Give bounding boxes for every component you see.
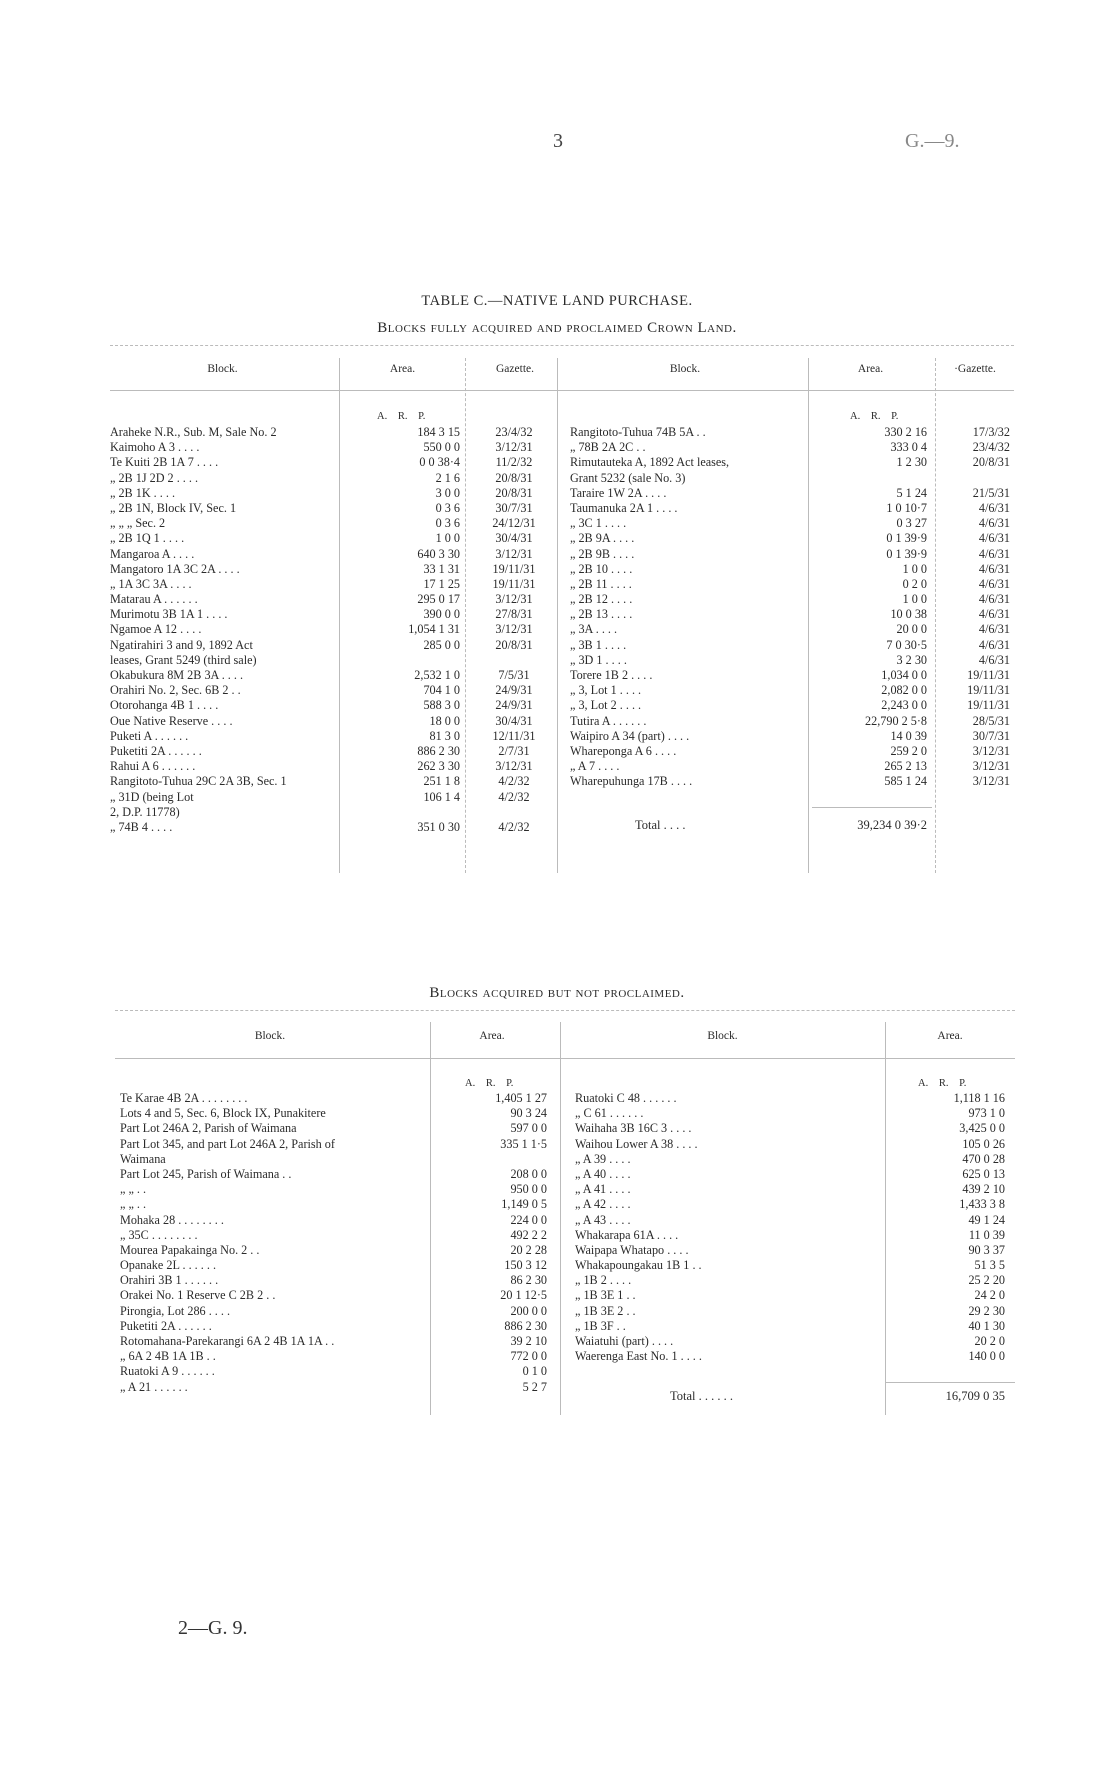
table-cell-area: 2 1 6	[435, 470, 460, 485]
table-cell-area: 90 3 37	[968, 1242, 1005, 1257]
table-cell-area: 140 0 0	[968, 1349, 1005, 1364]
table-cell-gazette: 30/7/31	[972, 728, 1010, 743]
table-cell-block: Waihaha 3B 16C 3 . . . .	[575, 1121, 692, 1136]
table-cell-area: 333 0 4	[890, 440, 927, 455]
table-cell-area: 1 2 30	[896, 455, 927, 470]
col-block-right-2: Block.	[707, 1030, 738, 1042]
table-cell-area: 1 0 0	[435, 531, 460, 546]
table-cell-gazette: 4/6/31	[978, 652, 1010, 667]
table-cell-block: „ 2B 1N, Block IV, Sec. 1	[110, 500, 237, 515]
series-code: G.—9.	[905, 130, 960, 152]
table-cell-area: 588 3 0	[423, 698, 460, 713]
table-cell-block: Te Kuiti 2B 1A 7 . . . .	[110, 455, 219, 470]
table-cell-gazette: 3/12/31	[495, 622, 533, 637]
table-cell-area: 0 1 39·9	[886, 531, 927, 546]
table-cell-area: 1 0 10·7	[886, 500, 927, 515]
table-cell-block: Te Karae 4B 2A . . . . . . . .	[120, 1091, 248, 1105]
table-cell-area: 25 2 20	[968, 1273, 1005, 1288]
table-cell-area	[812, 471, 927, 486]
table-cell-area: 20 0 0	[896, 622, 927, 637]
table-cell-area: 886 2 30	[417, 743, 460, 758]
col-area-left: Area.	[389, 363, 416, 375]
table-cell-block: Mourea Papakainga No. 2 . .	[120, 1242, 260, 1257]
table2-total-label: Total . . . . . .	[670, 1389, 734, 1403]
table-cell-block: Ngamoe A 12 . . . .	[110, 622, 202, 637]
table-cell-block: „ 74B 4 . . . .	[110, 819, 173, 834]
table-cell-area	[435, 1152, 547, 1167]
table-cell-block: Taumanuka 2A 1 . . . .	[570, 500, 678, 515]
table-cell-area: 40 1 30	[968, 1318, 1005, 1333]
table-cell-gazette: 20/8/31	[495, 637, 533, 652]
table-cell-area: 640 3 30	[417, 546, 460, 561]
table-cell-block: Oue Native Reserve . . . .	[110, 713, 233, 728]
total-rule	[812, 807, 932, 808]
table-cell-block: „ 3D 1 . . . .	[570, 652, 627, 667]
table-cell-gazette: 19/11/31	[492, 576, 536, 591]
table2-header-rule	[115, 1058, 1015, 1059]
table-cell-area: 0 1 0	[522, 1364, 547, 1379]
rule	[339, 358, 340, 873]
table-cell-block: Puketi A . . . . . .	[110, 728, 189, 743]
table-cell-block: Grant 5232 (sale No. 3)	[570, 470, 686, 485]
table-cell-block: Puketiti 2A . . . . . .	[110, 743, 202, 758]
table-cell-block: Waihou Lower A 38 . . . .	[575, 1136, 698, 1151]
table-cell-block: „ 3, Lot 1 . . . .	[570, 683, 642, 698]
table-cell-block: „ A 41 . . . .	[575, 1182, 631, 1197]
table-cell-block: „ 2B 9B . . . .	[570, 546, 635, 561]
table-cell-block: Rotomahana-Parekarangi 6A 2 4B 1A 1A . .	[120, 1334, 335, 1348]
table-cell-block: „ A 43 . . . .	[575, 1212, 631, 1227]
table-cell-area: 973 1 0	[968, 1106, 1005, 1121]
table-cell-block: Waiatuhi (part) . . . .	[575, 1334, 674, 1348]
table-cell-block: „ 2B 10 . . . .	[570, 561, 633, 576]
table-cell-block: Rangitoto-Tuhua 29C 2A 3B, Sec. 1	[110, 774, 287, 789]
table-cell-area: 49 1 24	[968, 1212, 1005, 1227]
table-cell-block: Mangatoro 1A 3C 2A . . . .	[110, 561, 240, 576]
table-cell-gazette: 21/5/31	[972, 485, 1010, 500]
table-cell-block: „ 2B 1Q 1 . . . .	[110, 531, 185, 546]
table-cell-area: 295 0 17	[417, 592, 460, 607]
table-cell-area: 5 1 24	[896, 485, 927, 500]
table-cell-area: 39 2 10	[510, 1334, 547, 1348]
table-cell-area: 886 2 30	[504, 1318, 547, 1333]
table-cell-area: 597 0 0	[510, 1121, 547, 1136]
table-cell-area: 184 3 15	[417, 425, 460, 439]
table-cell-block: Part Lot 345, and part Lot 246A 2, Parish of	[120, 1136, 335, 1151]
table-cell-block: „ 3A . . . .	[570, 622, 618, 637]
table-cell-area: 90 3 24	[510, 1106, 547, 1121]
table-cell-block: „ 3B 1 . . . .	[570, 637, 627, 652]
table-cell-gazette: 3/12/31	[972, 774, 1010, 789]
table-cell-block: „ A 21 . . . . . .	[120, 1379, 188, 1394]
rule	[560, 1022, 561, 1415]
table-cell-area: 2,532 1 0	[414, 668, 460, 682]
page-number: 3	[553, 130, 563, 152]
table-cell-gazette: 19/11/31	[492, 561, 536, 576]
table-cell-block: 2, D.P. 11778)	[110, 804, 180, 819]
table-cell-gazette	[940, 471, 1010, 486]
col-block-left-2: Block.	[254, 1030, 286, 1042]
col-area-left-2: Area.	[479, 1030, 505, 1042]
table-cell-area: 1 0 0	[902, 561, 927, 576]
table-cell-area: 950 0 0	[510, 1182, 547, 1197]
table-cell-area: 2,082 0 0	[881, 683, 927, 698]
table-cell-block: Mohaka 28 . . . . . . . .	[120, 1212, 224, 1227]
table-cell-area: 11 0 39	[968, 1227, 1005, 1242]
table-cell-block: Rahui A 6 . . . . . .	[110, 759, 196, 774]
table-cell-area: 330 2 16	[884, 425, 927, 439]
col-gazette-left: Gazette.	[496, 363, 534, 375]
table-cell-area: 208 0 0	[510, 1166, 547, 1181]
table-cell-block: „ A 40 . . . .	[575, 1166, 631, 1181]
units-left: A. R. P.	[377, 411, 426, 422]
table-cell-area: 105 0 26	[962, 1136, 1005, 1151]
table-cell-area: 7 0 30·5	[886, 637, 927, 652]
table-cell-block: Orahiri 3B 1 . . . . . .	[120, 1273, 219, 1288]
table2-right-areas	[890, 1091, 1005, 1364]
table-cell-gazette: 4/6/31	[978, 637, 1010, 652]
table-cell-gazette: 24/9/31	[495, 698, 533, 713]
table-cell-block: Rangitoto-Tuhua 74B 5A . .	[570, 425, 706, 439]
table-cell-gazette: 23/4/32	[495, 425, 533, 439]
table1-left-blocks	[110, 425, 338, 835]
table-cell-block: „ 31D (being Lot	[110, 789, 194, 804]
table-cell-block: Otorohanga 4B 1 . . . .	[110, 698, 219, 713]
rule	[885, 1022, 886, 1415]
table-cell-area: 20 1 12·5	[500, 1288, 547, 1303]
table-cell-area: 625 0 13	[962, 1166, 1005, 1181]
table-cell-block: „ 78B 2A 2C . .	[570, 440, 646, 455]
table-cell-area: 585 1 24	[884, 774, 927, 789]
table-cell-gazette: 4/6/31	[978, 516, 1010, 531]
table-cell-gazette: 3/12/31	[495, 546, 533, 561]
table-cell-area: 81 3 0	[429, 728, 460, 743]
table-cell-block: „ „ . .	[120, 1197, 147, 1212]
table-cell-area: 1,034 0 0	[881, 668, 927, 682]
table-cell-area: 335 1 1·5	[500, 1136, 547, 1151]
table-cell-area: 704 1 0	[423, 683, 460, 698]
table-cell-area: 259 2 0	[890, 743, 927, 758]
table-title: TABLE C.—NATIVE LAND PURCHASE.	[421, 293, 693, 309]
table-cell-block: Ruatoki C 48 . . . . . .	[575, 1091, 677, 1105]
table-cell-gazette: 27/8/31	[495, 607, 533, 622]
table-cell-block: „ 2B 1J 2D 2 . . . .	[110, 470, 199, 485]
table-cell-block: Kaimoho A 3 . . . .	[110, 440, 200, 455]
table-cell-area: 24 2 0	[974, 1288, 1005, 1303]
rule	[808, 358, 809, 873]
table-cell-area: 1,405 1 27	[495, 1091, 547, 1105]
table-cell-block: Araheke N.R., Sub. M, Sale No. 2	[110, 425, 277, 439]
table-cell-gazette: 4/6/31	[978, 531, 1010, 546]
table-cell-gazette: 4/6/31	[978, 622, 1010, 637]
table-cell-block: „ 6A 2 4B 1A 1B . .	[120, 1349, 216, 1364]
table-cell-gazette: 4/6/31	[978, 500, 1010, 515]
table-cell-gazette: 3/12/31	[495, 759, 533, 774]
table-cell-area: 0 3 6	[435, 500, 460, 515]
table2-left-blocks	[120, 1091, 428, 1395]
table-cell-block: Waipiro A 34 (part) . . . .	[570, 728, 690, 743]
table-cell-block: Whareponga A 6 . . . .	[570, 743, 677, 758]
rule	[465, 358, 466, 873]
table-cell-block: Waipapa Whatapo . . . .	[575, 1242, 689, 1257]
table-cell-block: Whakapoungakau 1B 1 . .	[575, 1258, 702, 1273]
table-cell-gazette: 4/2/32	[498, 774, 530, 789]
table-cell-area: 439 2 10	[962, 1182, 1005, 1197]
table-cell-area: 0 3 6	[435, 516, 460, 531]
table2-left-areas	[435, 1091, 547, 1395]
table-cell-block: „ 2B 12 . . . .	[570, 592, 633, 607]
table1-top-rule	[110, 345, 1014, 346]
table-cell-block: „ 3, Lot 2 . . . .	[570, 698, 642, 713]
table-cell-block: Lots 4 and 5, Sec. 6, Block IX, Punakitere	[120, 1106, 326, 1121]
table-cell-area: 1 0 0	[902, 592, 927, 607]
table-cell-block: „ 1B 3E 1 . .	[575, 1288, 636, 1303]
table-cell-area: 1,118 1 16	[953, 1091, 1005, 1105]
table-cell-gazette: 3/12/31	[495, 592, 533, 607]
table-cell-area: 2,243 0 0	[881, 698, 927, 713]
table-cell-area: 251 1 8	[423, 774, 460, 789]
table-cell-block: „ 1B 2 . . . .	[575, 1273, 632, 1288]
rule	[935, 358, 936, 873]
units-right-2: A. R. P.	[918, 1078, 967, 1089]
table-cell-area: 470 0 28	[962, 1151, 1005, 1166]
table-cell-block: „ 3C 1 . . . .	[570, 516, 627, 531]
table-cell-area: 17 1 25	[423, 576, 460, 591]
table1-right-blocks	[570, 425, 806, 790]
table-cell-block: Opanake 2L . . . . . .	[120, 1258, 217, 1273]
table-cell-block: Mangaroa A . . . .	[110, 546, 195, 561]
table-cell-block: „ C 61 . . . . . .	[575, 1106, 644, 1121]
table-cell-area	[345, 805, 460, 820]
table2-subtitle: Blocks acquired but not proclaimed.	[429, 985, 685, 1001]
table-cell-gazette: 3/12/31	[495, 440, 533, 455]
table-cell-area: 150 3 12	[504, 1258, 547, 1273]
table-cell-gazette: 24/9/31	[495, 683, 533, 698]
table-cell-area: 492 2 2	[510, 1227, 547, 1242]
table-cell-block: Rimutauteka A, 1892 Act leases,	[570, 455, 730, 470]
table-cell-area: 22,790 2 5·8	[865, 713, 927, 728]
table1-right-areas	[812, 425, 927, 790]
col-gazette-right: ·Gazette.	[954, 363, 996, 375]
table-cell-block: „ 1B 3E 2 . .	[575, 1303, 636, 1318]
table-cell-area: 262 3 30	[417, 759, 460, 774]
table-cell-area: 20 2 0	[974, 1334, 1005, 1348]
table-cell-block: Orakei No. 1 Reserve C 2B 2 . .	[120, 1288, 276, 1303]
table-cell-block: „ A 7 . . . .	[570, 759, 620, 774]
table-cell-gazette: 4/6/31	[978, 607, 1010, 622]
rule	[430, 1022, 431, 1415]
table-cell-area	[345, 653, 460, 668]
table-cell-gazette: 4/6/31	[978, 592, 1010, 607]
table-cell-area: 0 0 38·4	[419, 455, 460, 470]
table-cell-area: 285 0 0	[423, 637, 460, 652]
table-cell-area: 0 2 0	[902, 576, 927, 591]
table-cell-gazette: 3/12/31	[972, 759, 1010, 774]
table-cell-gazette: 20/8/31	[972, 455, 1010, 470]
table-cell-gazette: 23/4/32	[972, 440, 1010, 455]
table-cell-block: „ 2B 1K . . . .	[110, 485, 175, 500]
table-cell-block: Torere 1B 2 . . . .	[570, 668, 653, 682]
table-cell-area: 3 0 0	[435, 485, 460, 500]
table-cell-block: „ „ „ Sec. 2	[110, 516, 166, 531]
table-cell-area: 86 2 30	[510, 1273, 547, 1288]
table-cell-block: Ngatirahiri 3 and 9, 1892 Act	[110, 637, 253, 652]
table-cell-block: „ 2B 13 . . . .	[570, 607, 633, 622]
table-cell-block: Whakarapa 61A . . . .	[575, 1227, 679, 1242]
col-block-left: Block.	[207, 363, 238, 375]
table2-total-area: 16,709 0 35	[945, 1389, 1005, 1403]
table-cell-area: 265 2 13	[884, 759, 927, 774]
table-cell-block: Waimana	[120, 1151, 166, 1166]
table-cell-block: Part Lot 246A 2, Parish of Waimana	[120, 1121, 297, 1136]
col-area-right-2: Area.	[937, 1030, 963, 1042]
table-cell-block: Ruatoki A 9 . . . . . .	[120, 1364, 215, 1379]
table-cell-block: Okabukura 8M 2B 3A . . . .	[110, 668, 244, 682]
table-cell-gazette: 4/2/32	[498, 819, 530, 834]
table-cell-area: 390 0 0	[423, 607, 460, 622]
table-cell-block: Orahiri No. 2, Sec. 6B 2 . .	[110, 683, 241, 698]
table-cell-block: „ 1B 3F . .	[575, 1318, 626, 1333]
table-cell-area: 29 2 30	[968, 1303, 1005, 1318]
total-rule-2	[885, 1382, 1015, 1383]
table-cell-area: 10 0 38	[890, 607, 927, 622]
table1-right-gazettes	[940, 425, 1010, 790]
table-cell-gazette: 17/3/32	[972, 425, 1010, 439]
table-cell-block: „ A 39 . . . .	[575, 1151, 631, 1166]
table1-header-rule	[110, 390, 1014, 391]
table-cell-area: 14 0 39	[890, 728, 927, 743]
table-cell-block: Part Lot 245, Parish of Waimana . .	[120, 1166, 292, 1181]
table-cell-block: Waerenga East No. 1 . . . .	[575, 1349, 702, 1364]
table2-top-rule	[115, 1010, 1015, 1011]
table-cell-gazette: 30/7/31	[495, 500, 533, 515]
units-right: A. R. P.	[850, 411, 899, 422]
table-cell-area: 0 1 39·9	[886, 546, 927, 561]
table-cell-block: Tutira A . . . . . .	[570, 713, 647, 728]
table-cell-gazette: 24/12/31	[492, 516, 536, 531]
table-cell-area: 0 3 27	[896, 516, 927, 531]
table-cell-block: Wharepuhunga 17B . . . .	[570, 774, 693, 789]
table-cell-gazette: 20/8/31	[495, 485, 533, 500]
table1-left-areas	[345, 425, 460, 835]
table-cell-gazette: 30/4/31	[495, 531, 533, 546]
table-cell-block: „ 1A 3C 3A . . . .	[110, 576, 192, 591]
table-cell-area: 3,425 0 0	[959, 1121, 1005, 1136]
table1-left-gazettes	[468, 425, 560, 835]
table-cell-area: 51 3 5	[974, 1258, 1005, 1273]
table-cell-block: Murimotu 3B 1A 1 . . . .	[110, 607, 228, 622]
table-cell-gazette: 7/5/31	[498, 668, 530, 682]
table-cell-gazette: 12/11/31	[492, 728, 536, 743]
table-cell-gazette: 19/11/31	[967, 668, 1010, 682]
table-cell-area: 772 0 0	[510, 1349, 547, 1364]
table-cell-area: 200 0 0	[510, 1303, 547, 1318]
table-cell-block: „ „ . .	[120, 1182, 147, 1197]
table-cell-area: 224 0 0	[510, 1212, 547, 1227]
table-cell-gazette: 4/2/32	[498, 789, 530, 804]
table-cell-gazette: 2/7/31	[498, 743, 530, 758]
col-area-right: Area.	[857, 363, 884, 375]
table-cell-block: „ 2B 11 . . . .	[570, 576, 632, 591]
table-cell-gazette	[468, 653, 560, 668]
table-subtitle: Blocks fully acquired and proclaimed Crown Land.	[377, 320, 737, 336]
table-cell-block: „ 2B 9A . . . .	[570, 531, 635, 546]
table-cell-gazette: 19/11/31	[967, 698, 1010, 713]
table-cell-gazette: 19/11/31	[967, 683, 1010, 698]
table-cell-area: 1,433 3 8	[959, 1197, 1005, 1212]
table-cell-area: 351 0 30	[417, 819, 460, 834]
table-cell-area: 33 1 31	[423, 561, 460, 576]
table-cell-area: 1,149 0 5	[501, 1197, 547, 1212]
table-cell-block: Pirongia, Lot 286 . . . .	[120, 1303, 231, 1318]
table1-total-label: Total . . . .	[635, 818, 686, 832]
table-cell-area: 20 2 28	[510, 1242, 547, 1257]
units-left-2: A. R. P.	[465, 1078, 514, 1089]
table2-right-blocks	[575, 1091, 880, 1364]
table-cell-gazette: 20/8/31	[495, 470, 533, 485]
table-cell-area: 18 0 0	[429, 713, 460, 728]
table-cell-gazette: 4/6/31	[978, 576, 1010, 591]
table-cell-block: Puketiti 2A . . . . . .	[120, 1318, 212, 1333]
table-cell-area: 5 2 7	[522, 1379, 547, 1394]
table1-total-area: 39,234 0 39·2	[857, 818, 927, 832]
table-cell-block: Taraire 1W 2A . . . .	[570, 485, 667, 500]
table-cell-gazette: 4/6/31	[978, 561, 1010, 576]
table-cell-gazette: 11/2/32	[495, 455, 533, 470]
table-cell-area: 106 1 4	[423, 789, 460, 804]
table-cell-block: „ 35C . . . . . . . .	[120, 1227, 198, 1242]
table-cell-area: 3 2 30	[896, 652, 927, 667]
table-cell-block: „ A 42 . . . .	[575, 1197, 631, 1212]
table-cell-area: 550 0 0	[423, 440, 460, 455]
table-cell-gazette: 3/12/31	[972, 743, 1010, 758]
table-cell-area: 1,054 1 31	[408, 622, 460, 637]
col-block-right: Block.	[669, 363, 701, 375]
table-cell-gazette: 30/4/31	[495, 713, 533, 728]
table-cell-block: leases, Grant 5249 (third sale)	[110, 652, 257, 667]
table-cell-gazette	[468, 805, 560, 820]
table-cell-gazette: 4/6/31	[978, 546, 1010, 561]
table-cell-block: Matarau A . . . . . .	[110, 592, 198, 607]
footer-signature: 2—G. 9.	[178, 1617, 248, 1639]
table-cell-gazette: 28/5/31	[972, 713, 1010, 728]
